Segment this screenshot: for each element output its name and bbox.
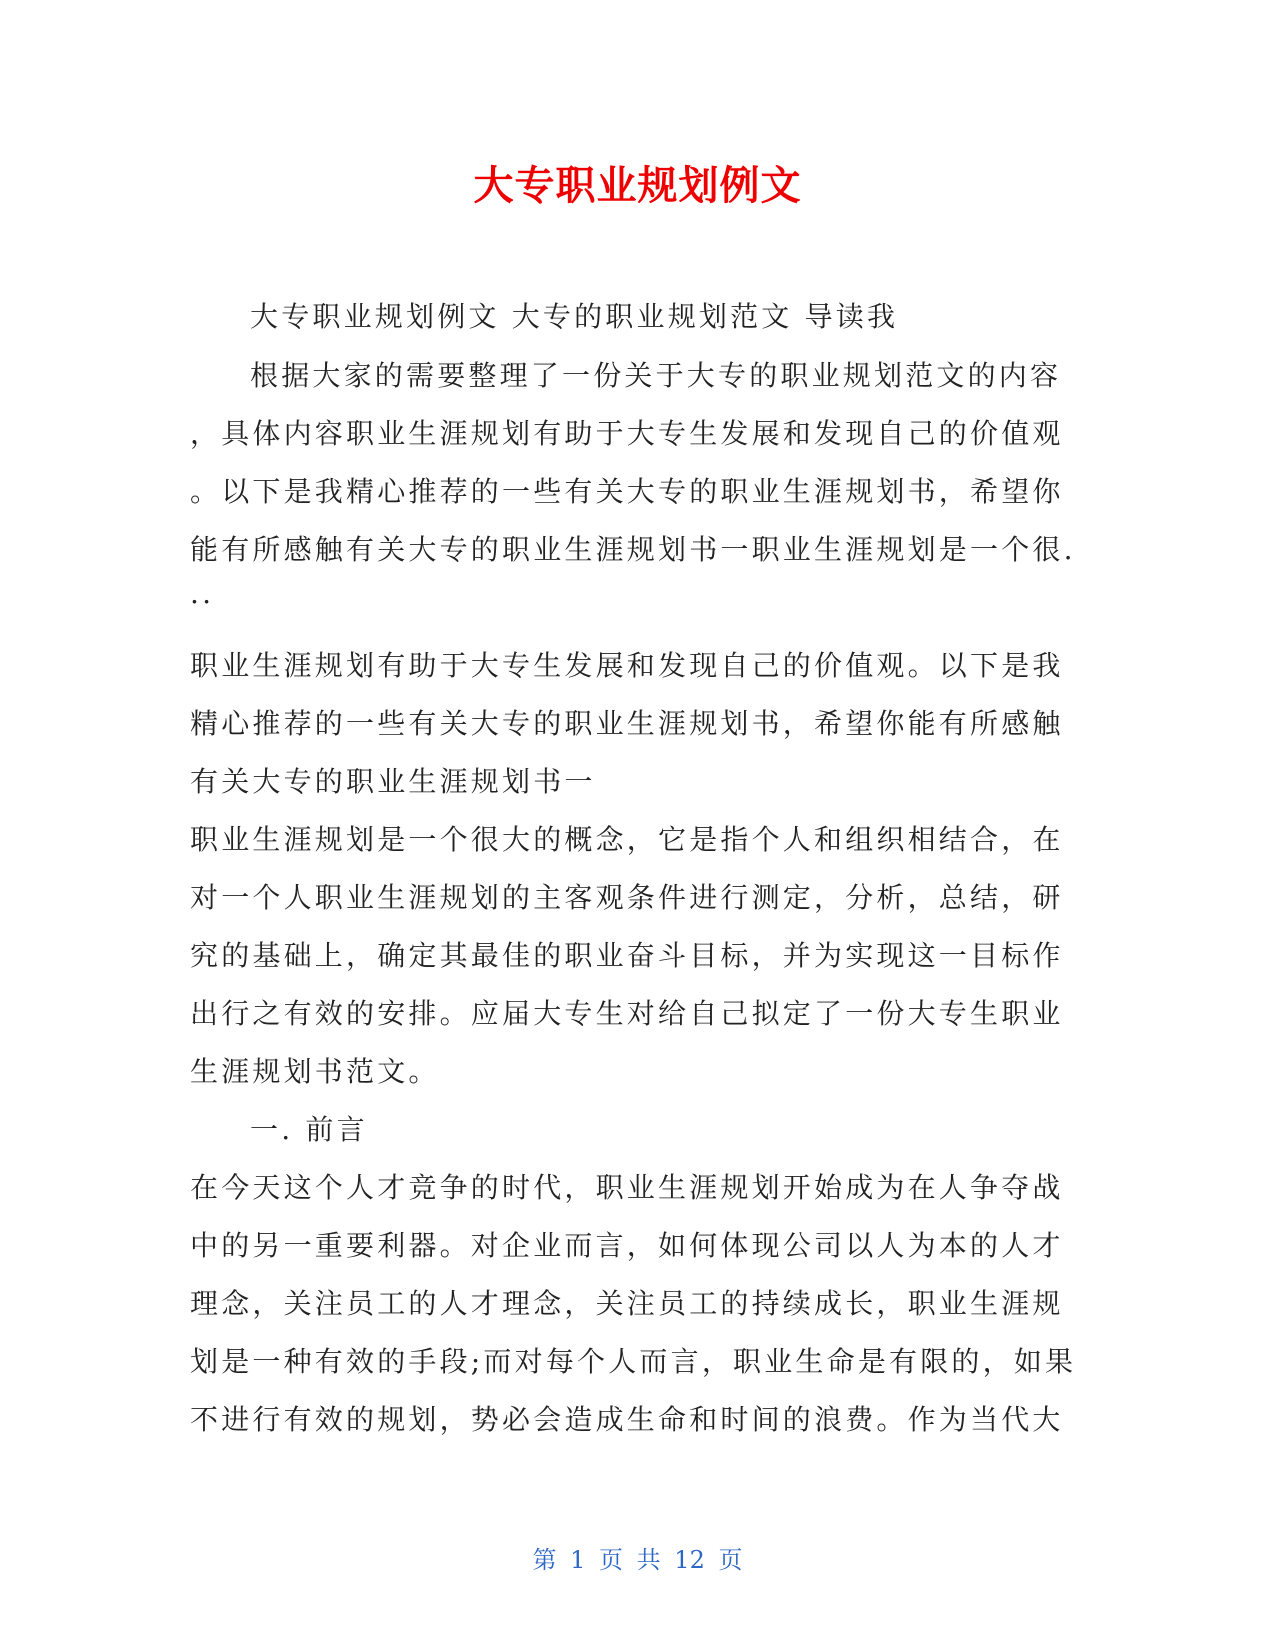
text-line: ..	[190, 577, 215, 610]
text-line: 能有所感触有关大专的职业生涯规划书一职业生涯规划是一个很.	[190, 533, 1076, 566]
text-line: 大专职业规划例文 大专的职业规划范文 导读我	[250, 300, 899, 333]
page-number-footer: 第 1 页 共 12 页	[532, 1546, 743, 1574]
text-line: 生涯规划书范文。	[190, 1055, 440, 1088]
text-line: 根据大家的需要整理了一份关于大专的职业规划范文的内容	[250, 359, 1062, 392]
document-title: 大专职业规划例文	[473, 163, 802, 209]
text-line: 出行之有效的安排。应届大专生对给自己拟定了一份大专生职业	[190, 997, 1064, 1030]
text-line: 理念，关注员工的人才理念，关注员工的持续成长，职业生涯规	[190, 1287, 1064, 1320]
text-line: 中的另一重要利器。对企业而言，如何体现公司以人为本的人才	[190, 1229, 1064, 1262]
text-line: 究的基础上，确定其最佳的职业奋斗目标，并为实现这一目标作	[190, 939, 1064, 972]
text-line: 划是一种有效的手段;而对每个人而言，职业生命是有限的，如果	[190, 1345, 1077, 1378]
text-line: ，具体内容职业生涯规划有助于大专生发展和发现自己的价值观	[190, 417, 1064, 450]
text-line: 职业生涯规划有助于大专生发展和发现自己的价值观。以下是我	[190, 649, 1064, 682]
text-line: 。以下是我精心推荐的一些有关大专的职业生涯规划书，希望你	[190, 475, 1064, 508]
text-line: 职业生涯规划是一个很大的概念，它是指个人和组织相结合，在	[190, 823, 1064, 856]
section-heading: 一. 前言	[250, 1113, 368, 1146]
text-line: 有关大专的职业生涯规划书一	[190, 765, 596, 798]
text-line: 对一个人职业生涯规划的主客观条件进行测定，分析，总结，研	[190, 881, 1064, 914]
text-line: 不进行有效的规划，势必会造成生命和时间的浪费。作为当代大	[190, 1403, 1064, 1436]
text-line: 在今天这个人才竞争的时代，职业生涯规划开始成为在人争夺战	[190, 1171, 1064, 1204]
text-line: 精心推荐的一些有关大专的职业生涯规划书，希望你能有所感触	[190, 707, 1064, 740]
